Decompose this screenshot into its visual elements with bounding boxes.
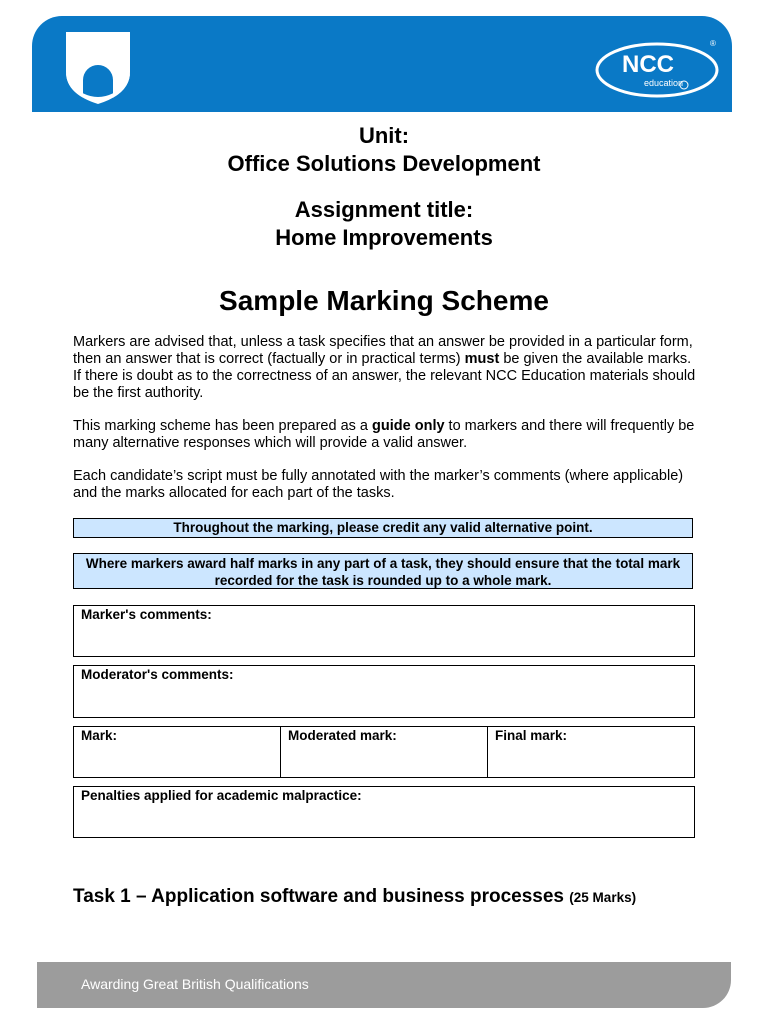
half-marks-notice: Where markers award half marks in any part of a task, they should ensure that the total mark recorded for the task is rounded up to a whole mark. [73, 553, 693, 589]
mark-field[interactable] [74, 727, 280, 777]
unit-title [0, 122, 768, 178]
assignment-name: Home Improvements [275, 225, 493, 250]
penalties-label: Penalties applied for academic malpractice: [81, 788, 362, 803]
shield-logo-icon [66, 32, 130, 104]
footer-text: Awarding Great British Qualifications [81, 976, 309, 992]
credit-notice: Throughout the marking, please credit any valid alternative point. [73, 518, 693, 538]
ncc-education-logo [592, 34, 722, 104]
svg-text:®: ® [710, 39, 716, 48]
markers-advice-paragraph: Markers are advised that, unless a task specifies that an answer be provided in a particular form, then an answer that is correct (factually or in practical terms) must be given the available marks. If there is doubt as to the correctness of an answer, the relevant NCC Education materials should be the first authority. [73, 334, 696, 401]
footer-banner [37, 962, 731, 1008]
markers-comments-label: Marker's comments: [81, 607, 212, 622]
marks-row [73, 726, 695, 778]
assignment-title [0, 196, 768, 252]
task-heading [73, 886, 636, 908]
annotation-paragraph: Each candidate’s script must be fully annotated with the marker’s comments (where applicable) and the marks allocated for each part of the tasks. [73, 468, 684, 501]
moderators-comments-label: Moderator's comments: [81, 667, 234, 682]
header-banner [32, 16, 732, 112]
moderated-mark-field[interactable] [280, 727, 487, 777]
penalties-field[interactable] [73, 786, 695, 838]
unit-name: Office Solutions Development [227, 151, 541, 176]
final-mark-field[interactable] [487, 727, 694, 777]
task-title: Task 1 – Application software and business processes [73, 886, 565, 907]
mark-label: Mark: [81, 728, 118, 743]
assignment-label: Assignment title: [294, 197, 474, 222]
markers-comments-field[interactable] [73, 605, 695, 657]
guide-paragraph: This marking scheme has been prepared as a guide only to markers and there will frequently be many alternative responses which will provide a valid answer. [73, 418, 695, 451]
moderated-mark-label: Moderated mark: [288, 728, 397, 743]
unit-label: Unit: [358, 123, 410, 148]
task-marks: (25 Marks) [569, 890, 637, 905]
scheme-title: Sample Marking Scheme [219, 285, 549, 316]
svg-text:NCC: NCC [622, 51, 674, 78]
moderators-comments-field[interactable] [73, 665, 695, 718]
svg-text:education: education [644, 78, 684, 88]
final-mark-label: Final mark: [495, 728, 568, 743]
